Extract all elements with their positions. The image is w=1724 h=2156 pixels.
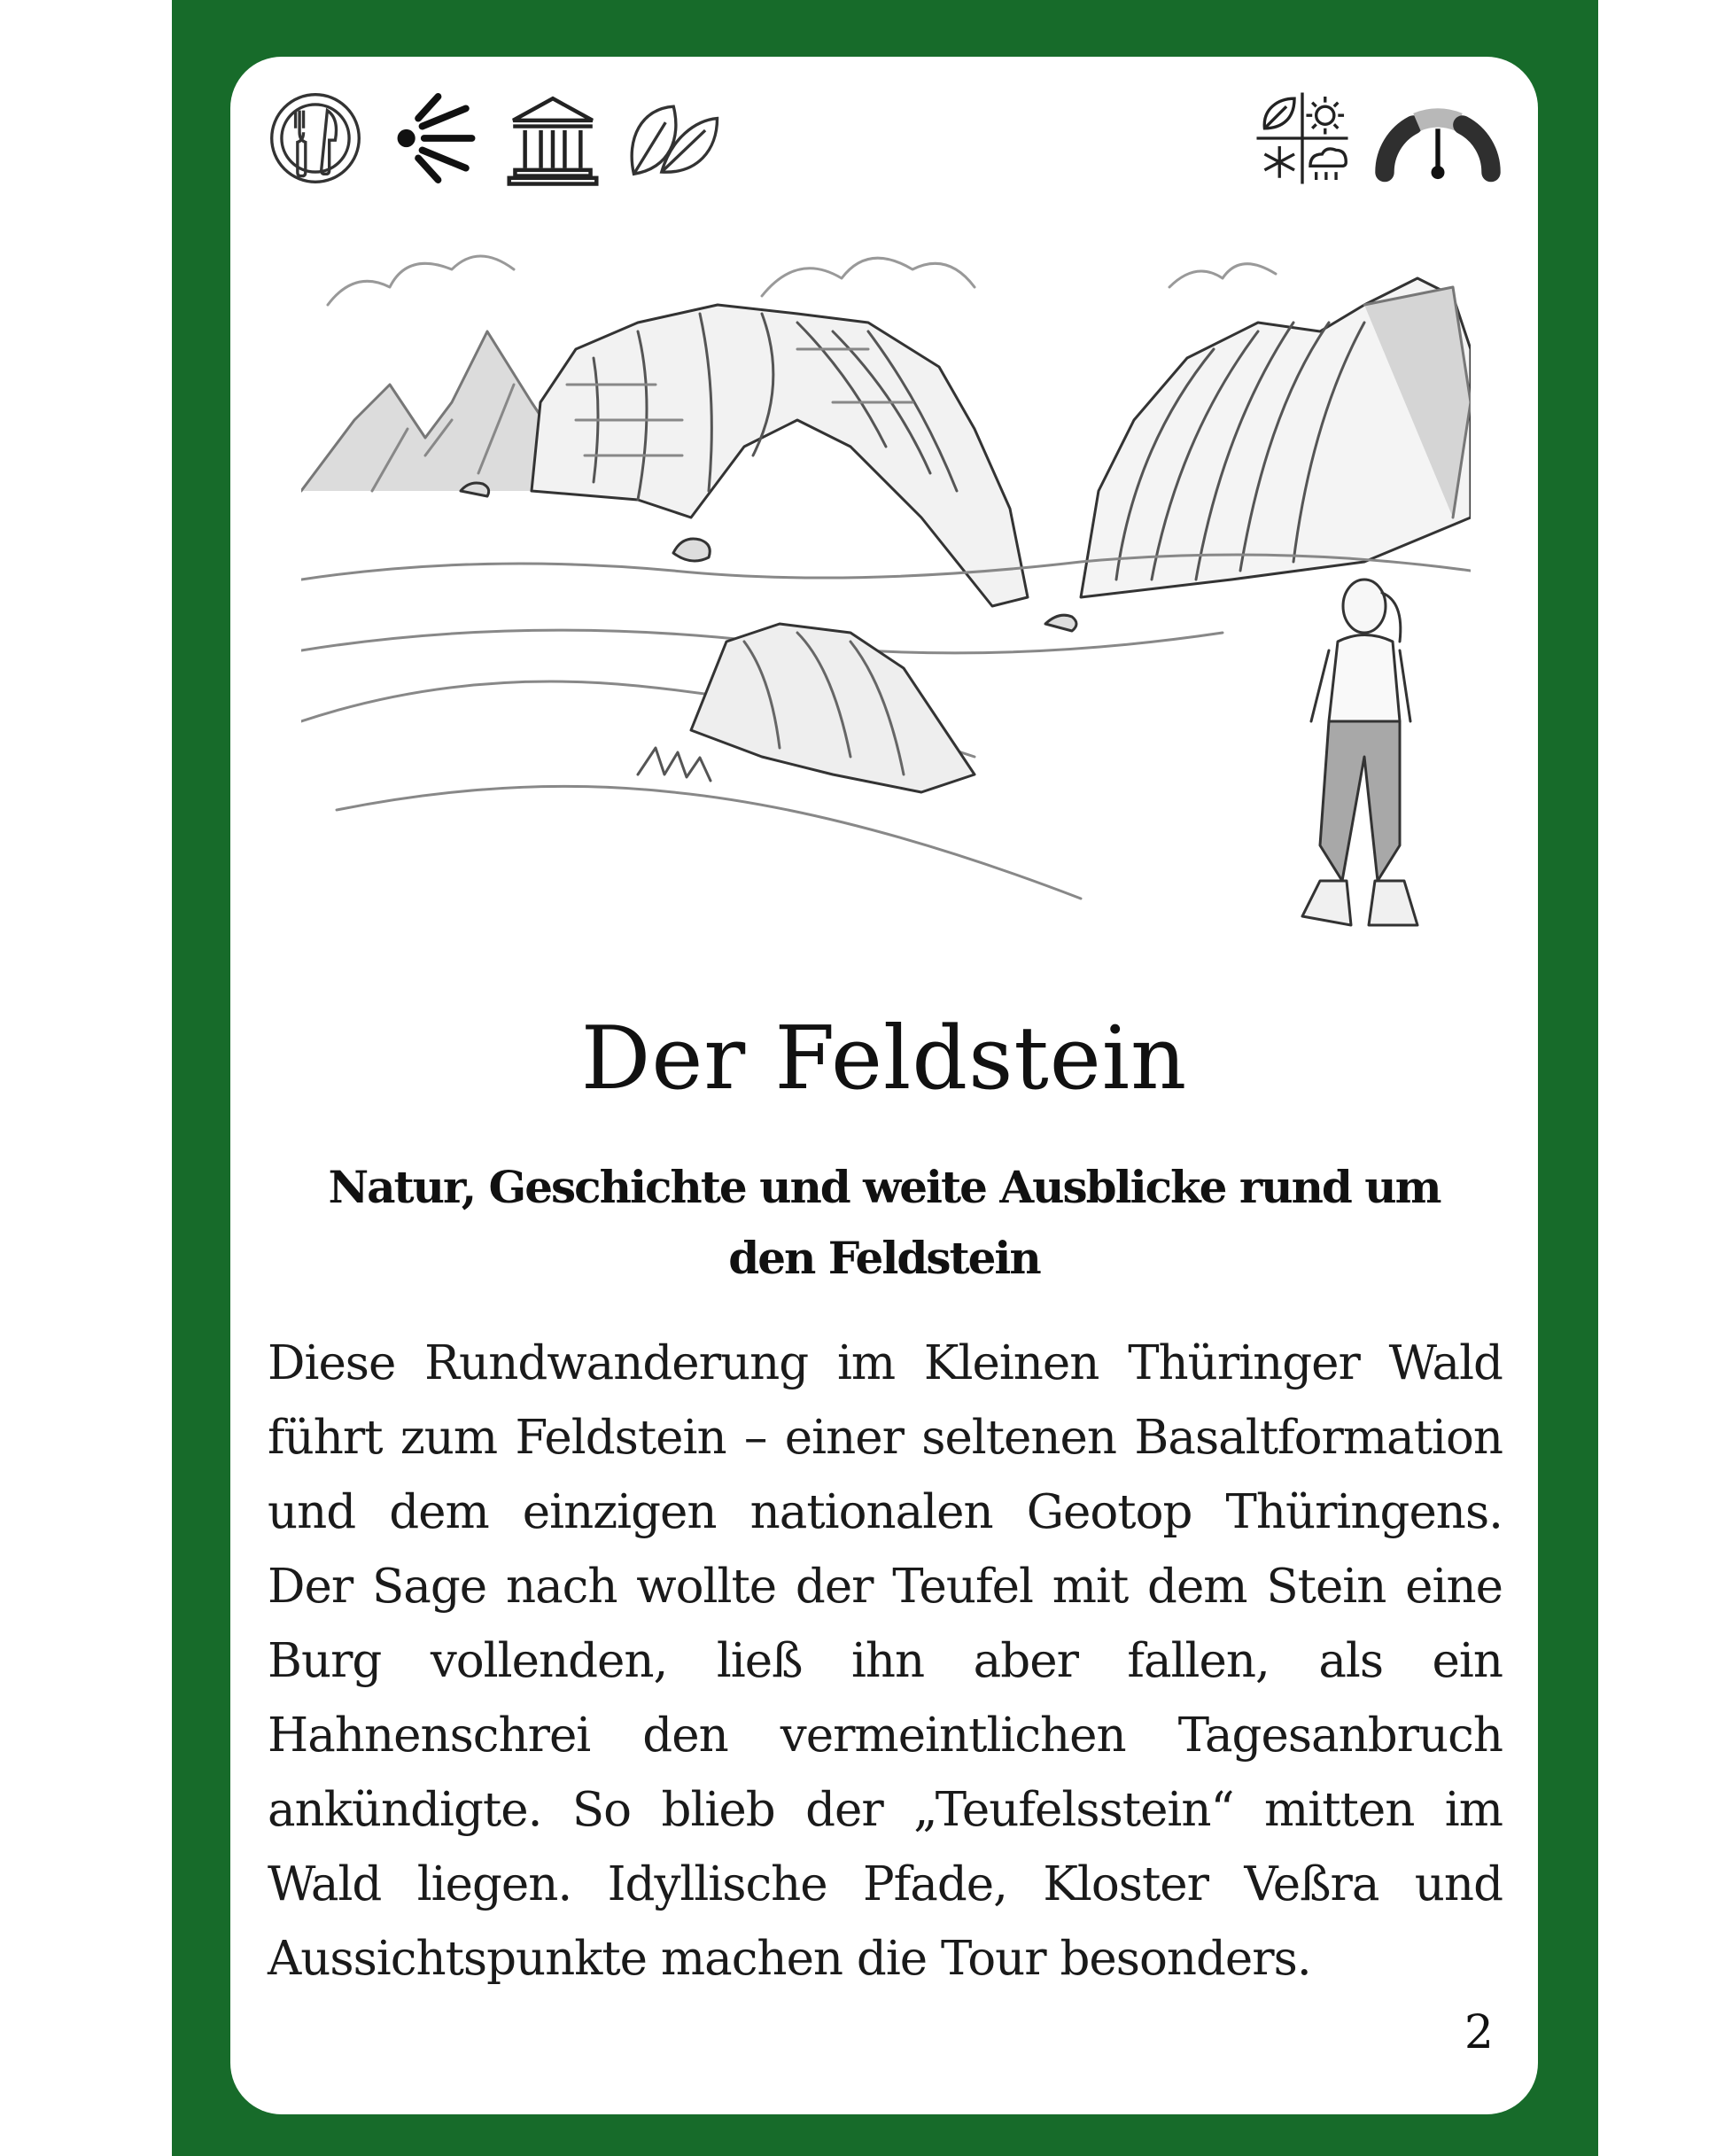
card-subtitle: Natur, Geschichte und weite Ausblicke rund um den Feldstein [328,1161,1441,1284]
landscape-illustration [301,225,1471,969]
page-number: 2 [1464,2006,1494,2059]
museum-icon [503,89,602,188]
feature-icons [266,89,721,188]
card-description: Diese Rundwanderung im Kleinen Thüringer Wald führt zum Feldstein – einer seltenen Basaltformation und dem einzigen nationalen Geotop Thüringens. Der Sage nach wollte der Teufel mit dem Stein eine Burg vollenden, ließ ihn aber fallen, als ein Hahnenschrei den vermeintlichen Tagesanbruch ankündigte. So blieb der „Teufelsstein“ mitten im Wald liegen. Idyllische Pfade, Kloster Veßra und Aussichtspunkte machen die Tour besonders. [268,1336,1503,1986]
info-icons [1253,89,1504,188]
all-seasons-icon [1253,89,1352,188]
viewpoint-icon [384,89,484,188]
difficulty-gauge-icon [1371,89,1504,188]
dining-icon [266,89,365,188]
nature-icon [622,89,721,188]
tour-card [230,57,1538,2114]
card-title: Der Feldstein [580,1008,1188,1109]
